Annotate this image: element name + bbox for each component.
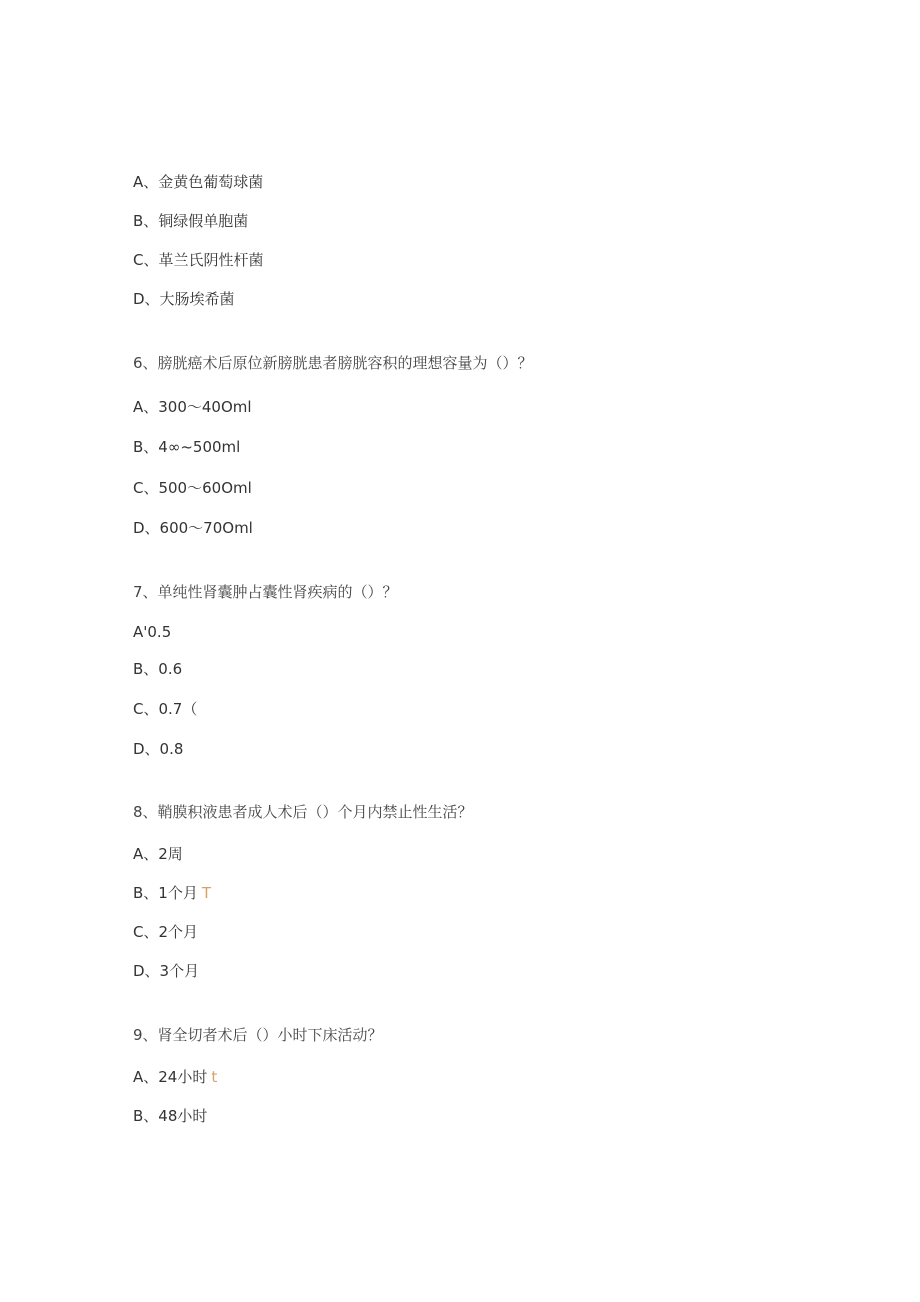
option-b: B、1个月 (133, 884, 198, 902)
option-b: B、0.6 (133, 660, 183, 678)
option-c: C、2个月 (133, 923, 199, 941)
option-d: D、600～70Oml (133, 519, 253, 537)
option-a: A、金黄色葡萄球菌 (133, 173, 264, 191)
handwritten-mark: t (211, 1068, 218, 1086)
question-text: 6、膀胱癌术后原位新膀胱患者膀胱容积的理想容量为（）？ (133, 354, 533, 372)
handwritten-mark: T (201, 884, 212, 902)
option-a-row (133, 1067, 217, 1087)
option-b: B、铜绿假单胞菌 (133, 212, 249, 230)
option-a: A'0.5 (133, 623, 172, 641)
option-a: A、2周 (133, 845, 183, 863)
option-c: C、革兰氏阴性杆菌 (133, 251, 264, 269)
option-d: D、3个月 (133, 962, 200, 980)
option-b: B、4∞~500ml (133, 438, 241, 456)
option-d: D、大肠埃希菌 (133, 290, 235, 308)
option-a: A、300～40Oml (133, 398, 252, 416)
option-a: A、24小时 (133, 1068, 208, 1086)
option-c: C、0.7（ (133, 700, 198, 718)
option-b-row (133, 883, 211, 903)
option-c: C、500～60Oml (133, 479, 252, 497)
option-d: D、0.8 (133, 740, 184, 758)
question-text: 8、鞘膜积液患者成人术后（）个月内禁止性生活？ (133, 803, 473, 821)
option-b: B、48小时 (133, 1107, 208, 1125)
question-text: 9、肾全切者术后（）小时下床活动？ (133, 1026, 383, 1044)
question-text: 7、单纯性肾囊肿占囊性肾疾病的（）？ (133, 583, 398, 601)
